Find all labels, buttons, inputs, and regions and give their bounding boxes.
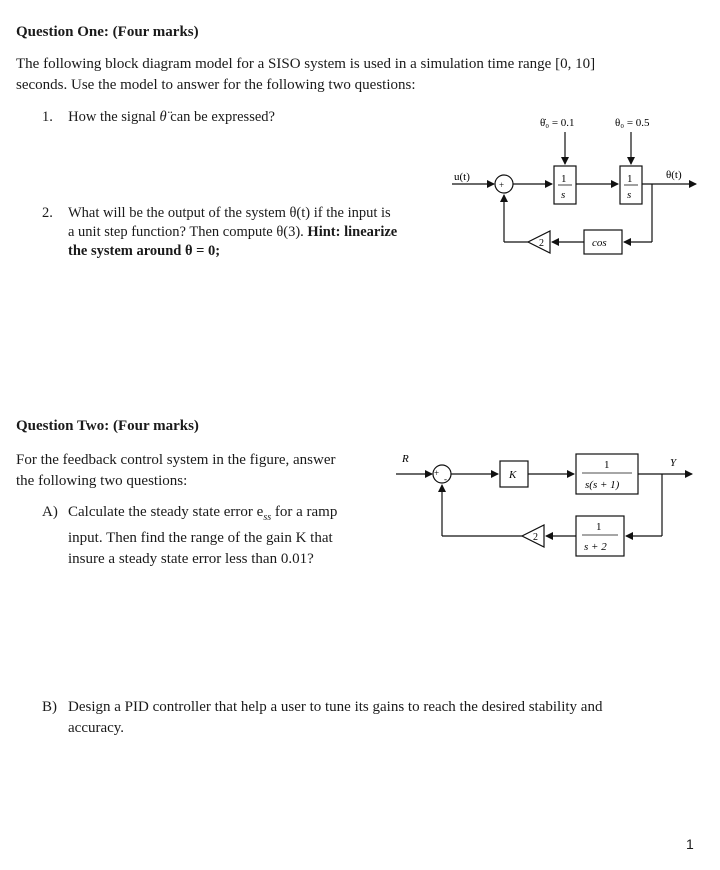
q1-int1-den: s (561, 189, 566, 201)
q2-part-a-line1-tail: for a ramp (271, 504, 338, 520)
q1-int2-num: 1 (627, 173, 633, 185)
q1-output-label: θ(t) (666, 169, 682, 181)
q2-input-label: R (402, 453, 409, 465)
q2-fb-num: 1 (596, 521, 602, 533)
q2-part-b-label: B) (42, 699, 57, 715)
q2-intro-line1: For the feedback control system in the figure, answer (16, 452, 336, 468)
q1-intro-line2: seconds. Use the model to answer for the following two questions: (16, 77, 416, 93)
q1-item1-text-b: can be expressed? (166, 109, 275, 125)
q2-fb-den: s + 2 (584, 541, 607, 553)
q2-block-diagram (392, 448, 698, 566)
q1-heading: Question One: (Four marks) (16, 24, 199, 40)
q1-item2-number: 2. (42, 205, 53, 221)
q2-k-label: K (509, 469, 517, 481)
q2-sum-plus: + (434, 468, 440, 478)
q2-part-a-line1: Calculate the steady state error e (68, 504, 264, 520)
q1-input-label: u(t) (454, 171, 470, 183)
q2-part-a-line3: insure a steady state error less than 0.01? (68, 551, 314, 567)
q1-intro (16, 54, 706, 96)
q2-sum-minus: - (444, 474, 447, 484)
q2-gain-label: 2 (533, 532, 538, 543)
q2-plant-den: s(s + 1) (585, 479, 620, 491)
q2-part-a-sub: ss (263, 512, 272, 523)
q1-item2-line2: a unit step function? Then compute θ(3). (68, 224, 308, 240)
q1-int2-den: s (627, 189, 632, 201)
q2-intro (16, 450, 386, 492)
q1-item1-text-a: How the signal (68, 109, 160, 125)
q2-output-label: Y (670, 457, 677, 469)
q2-part-a-line2: input. Then find the range of the gain K that (68, 530, 333, 546)
q1-item2-hint: Hint: linearize (307, 224, 398, 240)
q1-init-label: θ₀ = 0.5 (615, 117, 650, 129)
q1-item2-line3: the system around θ = 0; (68, 243, 221, 259)
q1-init-dot-label: θ̇₀ = 0.1 (540, 117, 575, 129)
q2-part-b-line1: Design a PID controller that help a user to tune its gains to reach the desired stability and (68, 699, 603, 715)
page-number: 1 (686, 836, 694, 852)
q1-item1-symbol: θ̈ (159, 109, 167, 125)
q2-part-a-label: A) (42, 504, 58, 520)
q2-part-b-line2: accuracy. (68, 720, 125, 736)
q1-item1-number: 1. (42, 109, 53, 125)
q1-item2-line1: What will be the output of the system θ(t) if the input is (68, 205, 391, 221)
q2-intro-line2: the following two questions: (16, 473, 188, 489)
q1-gain-label: 2 (539, 238, 544, 249)
q1-item1 (42, 108, 275, 127)
q2-heading: Question Two: (Four marks) (16, 418, 199, 434)
q1-block-diagram (440, 100, 700, 270)
q1-int1-num: 1 (561, 173, 567, 185)
q1-intro-line1: The following block diagram model for a SISO system is used in a simulation time range [0, 10] (16, 56, 596, 72)
q1-sum-sign: + (499, 180, 505, 190)
q2-plant-num: 1 (604, 459, 610, 471)
q1-cos-label: cos (592, 237, 607, 249)
